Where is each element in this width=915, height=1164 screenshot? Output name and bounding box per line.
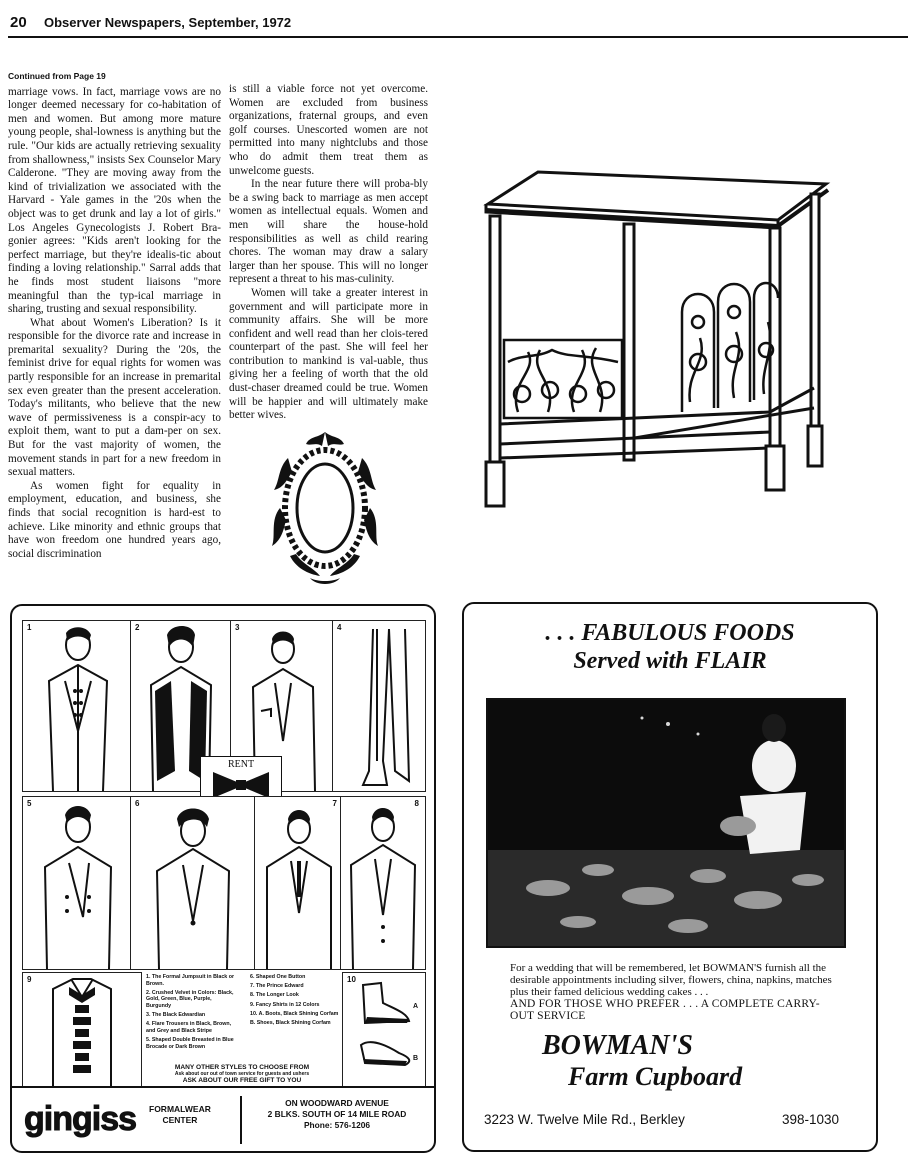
style-item: 6. Shaped One Button xyxy=(250,974,306,980)
body-caps-paragraph: AND FOR THOSE WHO PREFER . . . A COMPLETE CARRY-OUT SERVICE xyxy=(510,998,820,1022)
promo-block xyxy=(144,1064,340,1084)
man-in-shaped-one-button-suit-figure xyxy=(131,797,257,969)
buffet-photo xyxy=(486,698,846,948)
panel-number: 7 xyxy=(332,799,337,808)
style-item: 1. The Formal Jumpsuit in Black or Brown. xyxy=(146,974,235,987)
bowmans-address: 3223 W. Twelve Mile Rd., Berkley xyxy=(484,1112,685,1127)
gingiss-address xyxy=(240,1096,432,1144)
panel-number: 4 xyxy=(337,623,342,632)
phone-line: Phone: 576-1206 xyxy=(303,1120,371,1130)
outfit-panel xyxy=(130,796,258,970)
shoe-label-a: A xyxy=(413,1003,419,1010)
bowmans-advertisement xyxy=(462,602,878,1152)
flare-trousers-figure xyxy=(333,621,425,791)
outfit-panel xyxy=(332,620,426,792)
badge-top-text: RENT xyxy=(227,759,255,770)
chef-with-buffet-image xyxy=(488,700,844,946)
style-item: B. Shoes, Black Shining Corfam xyxy=(250,1019,331,1026)
fancy-ruffled-shirt-figure xyxy=(23,973,141,1087)
headline: . . . FABULOUS FOODS xyxy=(545,620,795,646)
panel-number: 5 xyxy=(27,799,32,808)
style-list-left xyxy=(146,974,236,1053)
farm-cupboard-brand: Farm Cupboard xyxy=(568,1062,743,1091)
gingiss-footer xyxy=(12,1086,434,1153)
article-column-2 xyxy=(229,83,428,427)
article-paragraph: is still a viable force not yet overcome. Women are excluded from business organizations, fraternal groups, and even golf courses. Unescorted women are not permitted into many nightclubs and those who do admit them treat them as unwelcome guests. xyxy=(229,83,428,177)
bowmans-phone: 398-1030 xyxy=(782,1112,840,1127)
style-list-right xyxy=(250,974,340,1029)
panel-number: 9 xyxy=(27,975,32,984)
promo-line: Ask about our out of town service for guests and ushers xyxy=(174,1071,310,1077)
panel-number: 1 xyxy=(27,623,32,632)
outfit-panel xyxy=(340,796,426,970)
promo-line: MANY OTHER STYLES TO CHOOSE FROM xyxy=(174,1064,310,1071)
article-paragraph: marriage vows. In fact, marriage vows are no longer deemed necessary for co-habitation of men and women. But among more mature young people, shal-lowness is anything but the rule. "Our kids are actually retrieving sexuality from shallowness," insists Sex Counselor Mary Calderone. "They are moving away from the kind of trivialization we associated with the Harvard - Yale games in the '20s when the object was to get drunk and lay a lot of girls." Los Angeles Gynecologists J. Robert Bra-gonier agrees: "Kids aren't looking for the perfect marriage, but they're idealis-tic about finding a loving relationship." Sarral adds that he finds most student liaisons "more meaningful than the typ-ical marriage in sharing, trusting and sexual responsibility. xyxy=(8,85,221,316)
style-item: 4. Flare Trousers in Black, Brown, and Grey and Black Stripe xyxy=(146,1021,232,1034)
style-item: 7. The Prince Edward xyxy=(250,983,304,990)
address-line: 2 BLKS. SOUTH OF 14 MILE ROAD xyxy=(267,1109,407,1119)
panel-number: 2 xyxy=(135,623,140,632)
gingiss-advertisement xyxy=(10,604,436,1153)
canopy-bed-illustration xyxy=(478,162,836,508)
article-paragraph: Women will take a greater interest in government and will participate more in community affairs. She will be more confident and well read than her clois-tered counterpart of the past. She will feel her contribution to mankind is val-uable, thus giving her a feeling of worth that the old dust-chaser dreamed could be true. Women will be happier and will ultimately make better wives. xyxy=(229,286,428,422)
style-item: 5. Shaped Double Breasted in Blue Brocade or Dark Brown xyxy=(146,1037,234,1050)
page-number: 20 xyxy=(10,14,27,31)
style-item: 3. The Black Edwardian xyxy=(146,1012,206,1019)
panel-number: 3 xyxy=(235,623,240,632)
logo-sub-line: FORMALWEAR xyxy=(149,1104,211,1114)
shoe-label-b: B xyxy=(413,1055,419,1062)
man-in-suit-figure xyxy=(23,621,133,791)
man-in-double-breasted-suit-figure xyxy=(23,797,133,969)
outfit-panel xyxy=(22,972,142,1088)
outfit-panel xyxy=(254,796,344,970)
continued-line: Continued from Page 19 xyxy=(8,71,106,81)
article-paragraph: What about Women's Liberation? Is it responsible for the divorce rate and increase in premarital sexuality? During the '20s, the feminist drive for equal rights for women was partly responsible for an increase in premarital sex even greater than the present acceleration. Today's militants, who believe that the new wave of permissiveness is a conspir-acy to exploit them, want to put a dam-per on sex. But for the vast majority of women, the movement stands in part for a new freedom in sexual matters. xyxy=(8,316,221,479)
gingiss-logo: gingiss xyxy=(24,1100,137,1138)
article-paragraph: As women fight for equality in employment, education, and business, she finds that social recognition is hard-est to achieve. Like minority and ethnic groups that have won freedom one hundred years ago, social discrimination xyxy=(8,479,221,560)
outfit-panel xyxy=(22,796,134,970)
logo-sub-line: CENTER xyxy=(162,1115,198,1125)
style-item: 10. A. Boots, Black Shining Corfam xyxy=(250,1010,339,1017)
man-in-prince-edward-suit-figure xyxy=(255,797,343,969)
ad-body-text xyxy=(510,962,840,1022)
address-line: ON WOODWARD AVENUE xyxy=(285,1098,389,1108)
boot-and-shoe-figure xyxy=(343,973,425,1087)
gingiss-logo-subtitle xyxy=(149,1104,211,1126)
panel-number: 8 xyxy=(414,799,419,808)
panel-number: 10 xyxy=(347,975,356,984)
style-item: 9. Fancy Shirts in 12 Colors xyxy=(250,1001,320,1008)
page-header xyxy=(8,10,908,38)
footwear-panel xyxy=(342,972,426,1088)
style-item: 2. Crushed Velvet in Colors: Black, Gold, Green, Blue, Purple, Burgundy xyxy=(146,989,234,1009)
article-paragraph: In the near future there will proba-bly be a swing back to marriage as men accept women as intellectual equals. Women and men will share the house-hold responsibilities as well as child rearing chores. The woman may draw a salary larger than her spouse. This will no longer represent a threat to his mas-culinity. xyxy=(229,178,428,286)
man-in-longer-look-suit-figure xyxy=(341,797,425,969)
publication-title: Observer Newspapers, September, 1972 xyxy=(44,15,292,30)
panel-number: 6 xyxy=(135,799,140,808)
style-item: 8. The Longer Look xyxy=(250,992,299,999)
ornate-mirror-illustration xyxy=(270,428,380,588)
subheadline: Served with FLAIR xyxy=(573,648,767,674)
bowmans-brand: BOWMAN'S xyxy=(542,1030,693,1061)
body-paragraph: For a wedding that will be remembered, let BOWMAN'S furnish all the desirable appointments including silver, flowers, china, napkins, matches plus their famed delicious wedding cakes . . . xyxy=(510,962,832,998)
outfit-panel xyxy=(22,620,134,792)
promo-line: ASK ABOUT OUR FREE GIFT TO YOU xyxy=(182,1077,302,1084)
article-column-1 xyxy=(8,70,221,598)
